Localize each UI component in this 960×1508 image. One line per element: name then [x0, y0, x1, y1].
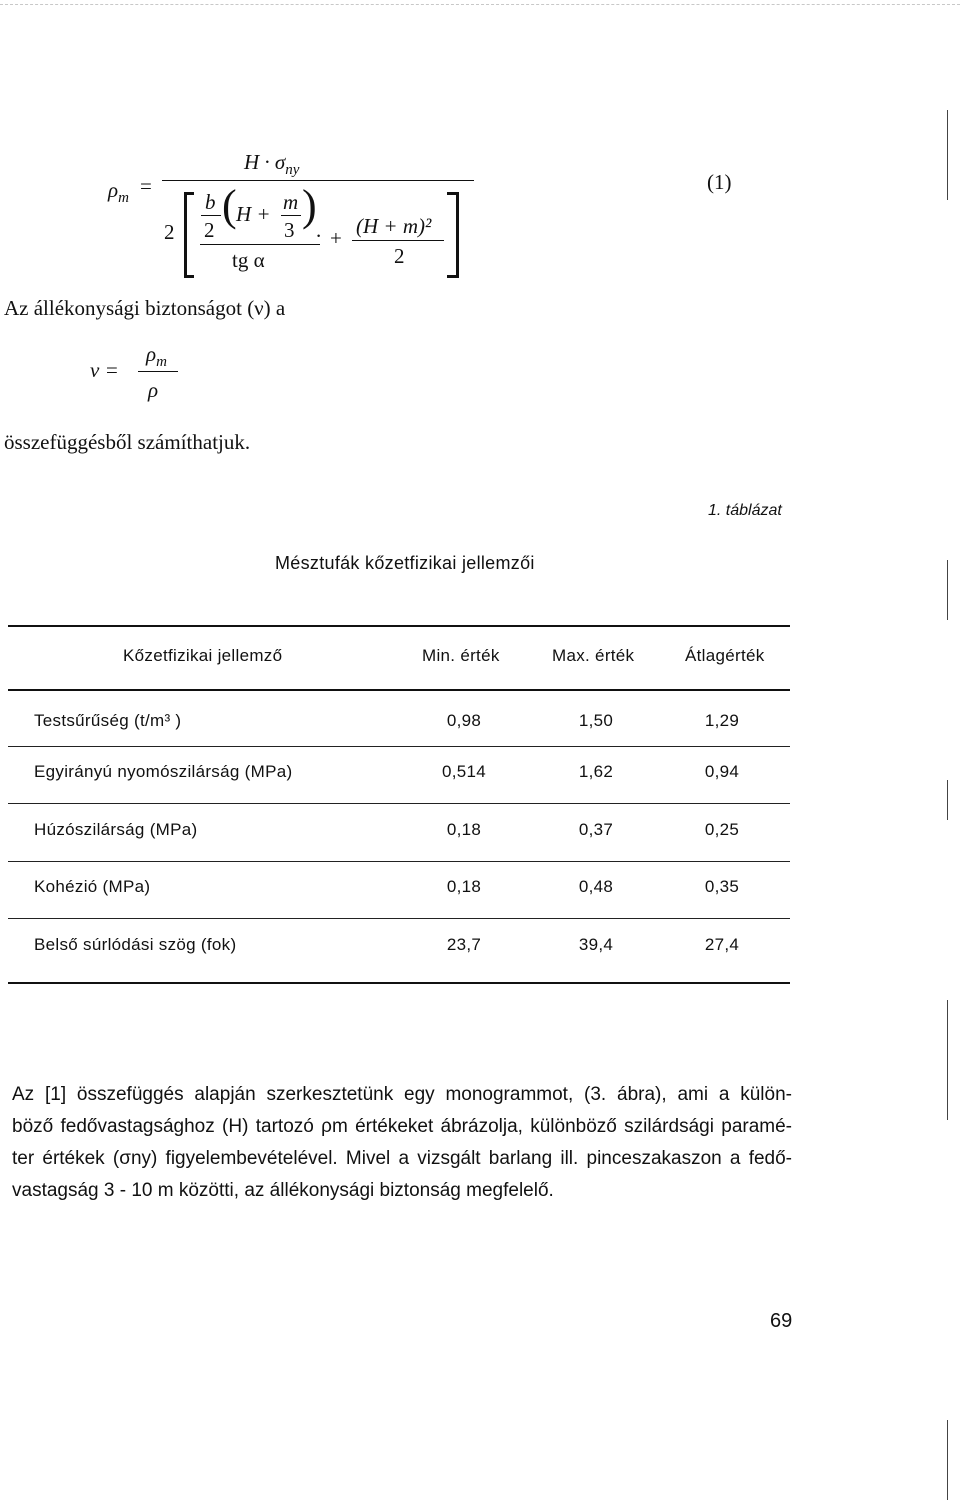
formula2-den: ρ: [148, 378, 159, 402]
row-separator: [8, 918, 790, 919]
row-min: 0,18: [446, 877, 482, 896]
formula-three: 3: [284, 218, 295, 242]
paragraph-line: böző fedővastagsághoz (H) tartozó ρm értékeket ábrázolja, különböző szilárdsági paramé-: [12, 1116, 792, 1137]
formula2-lhs: ν =: [90, 358, 119, 382]
equation-number: (1): [707, 170, 732, 194]
formula2-num: $\rho_m$: [146, 342, 167, 371]
paren-open: (: [222, 181, 237, 230]
formula-two-a: 2: [204, 218, 215, 242]
row-name: Húzószilárság (MPa): [34, 820, 198, 839]
header-min: Min. érték: [422, 646, 500, 665]
row-avg: 0,25: [704, 820, 740, 839]
row-max: 39,4: [578, 935, 614, 954]
formula-dot: .: [316, 218, 322, 242]
row-avg: 0,94: [704, 762, 740, 781]
formula-tg: tg α: [232, 248, 265, 272]
body-paragraph: [12, 1079, 792, 1207]
scan-edge-mark: [947, 560, 948, 620]
paragraph-line: ter értékek (σny) figyelembevételével. Mivel a vizsgált barlang ill. pinceszakaszon a fedő-: [12, 1148, 792, 1169]
scan-edge-mark: [947, 110, 948, 200]
table-bottom-rule: [8, 982, 790, 984]
formula-sq-den: 2: [394, 244, 405, 268]
right-bracket-top: [447, 192, 457, 195]
formula-lhs: $\rho_m$: [108, 178, 129, 207]
formula-numerator: $H \cdot \sigma_{ny}$: [244, 150, 300, 179]
right-bracket-bottom: [447, 275, 457, 278]
table-title: Mésztufák kőzetfizikai jellemzői: [275, 553, 535, 573]
page-number: 69: [770, 1310, 793, 1332]
paragraph-line: vastagság 3 - 10 m közötti, az állékonysági biztonság megfelelő.: [12, 1180, 554, 1201]
text-calc: összefüggésből számíthatjuk.: [4, 430, 251, 454]
row-separator: [8, 861, 790, 862]
text-stability-intro: Az állékonysági biztonságot (ν) a: [4, 296, 286, 320]
row-name: Testsűrűség (t/m³ ): [34, 711, 182, 730]
row-separator: [8, 803, 790, 804]
formula-coef: 2: [164, 220, 175, 244]
paren-close: ): [302, 181, 317, 230]
formula-m: m: [283, 190, 299, 214]
scan-edge-mark: [947, 1000, 948, 1120]
row-min: 23,7: [446, 935, 482, 954]
left-bracket: [184, 192, 187, 278]
row-max: 0,37: [578, 820, 614, 839]
scan-edge-line: [0, 4, 960, 5]
header-avg: Átlagérték: [685, 646, 765, 665]
row-name: Belső súrlódási szög (fok): [34, 935, 237, 954]
table-label: 1. táblázat: [708, 502, 782, 519]
scan-edge-mark: [947, 1420, 948, 1500]
row-min: 0,18: [446, 820, 482, 839]
fraction-bar-b2: [201, 215, 221, 216]
left-bracket-top: [184, 192, 194, 195]
row-max: 1,62: [578, 762, 614, 781]
right-bracket: [456, 192, 459, 278]
row-min: 0,514: [441, 762, 487, 781]
fraction-bar-tg: [200, 244, 320, 245]
row-avg: 27,4: [704, 935, 740, 954]
row-max: 1,50: [578, 711, 614, 730]
row-avg: 0,35: [704, 877, 740, 896]
fraction-bar-2: [138, 371, 178, 372]
row-min: 0,98: [446, 711, 482, 730]
header-max: Max. érték: [552, 646, 635, 665]
formula-sq-num: (H + m)²: [356, 214, 432, 238]
row-max: 0,48: [578, 877, 614, 896]
row-separator: [8, 746, 790, 747]
fraction-bar-main: [162, 180, 474, 181]
scan-edge-mark: [947, 780, 948, 820]
paragraph-line: Az [1] összefüggés alapján szerkesztetünk egy monogrammot, (3. ábra), ami a külön-: [12, 1084, 792, 1105]
header-characteristic: Kőzetfizikai jellemző: [123, 646, 283, 665]
fraction-bar-sq: [352, 240, 444, 241]
formula-b: b: [205, 190, 216, 214]
table-top-rule: [8, 625, 790, 627]
formula-equals: =: [140, 174, 152, 198]
left-bracket-bottom: [184, 275, 194, 278]
row-name: Egyirányú nyomószilárság (MPa): [34, 762, 293, 781]
formula-H-plus: H +: [236, 202, 271, 226]
row-avg: 1,29: [704, 711, 740, 730]
fraction-bar-m3: [281, 215, 301, 216]
formula-plus: +: [330, 226, 342, 250]
table-header-rule: [8, 689, 790, 691]
row-name: Kohézió (MPa): [34, 877, 151, 896]
